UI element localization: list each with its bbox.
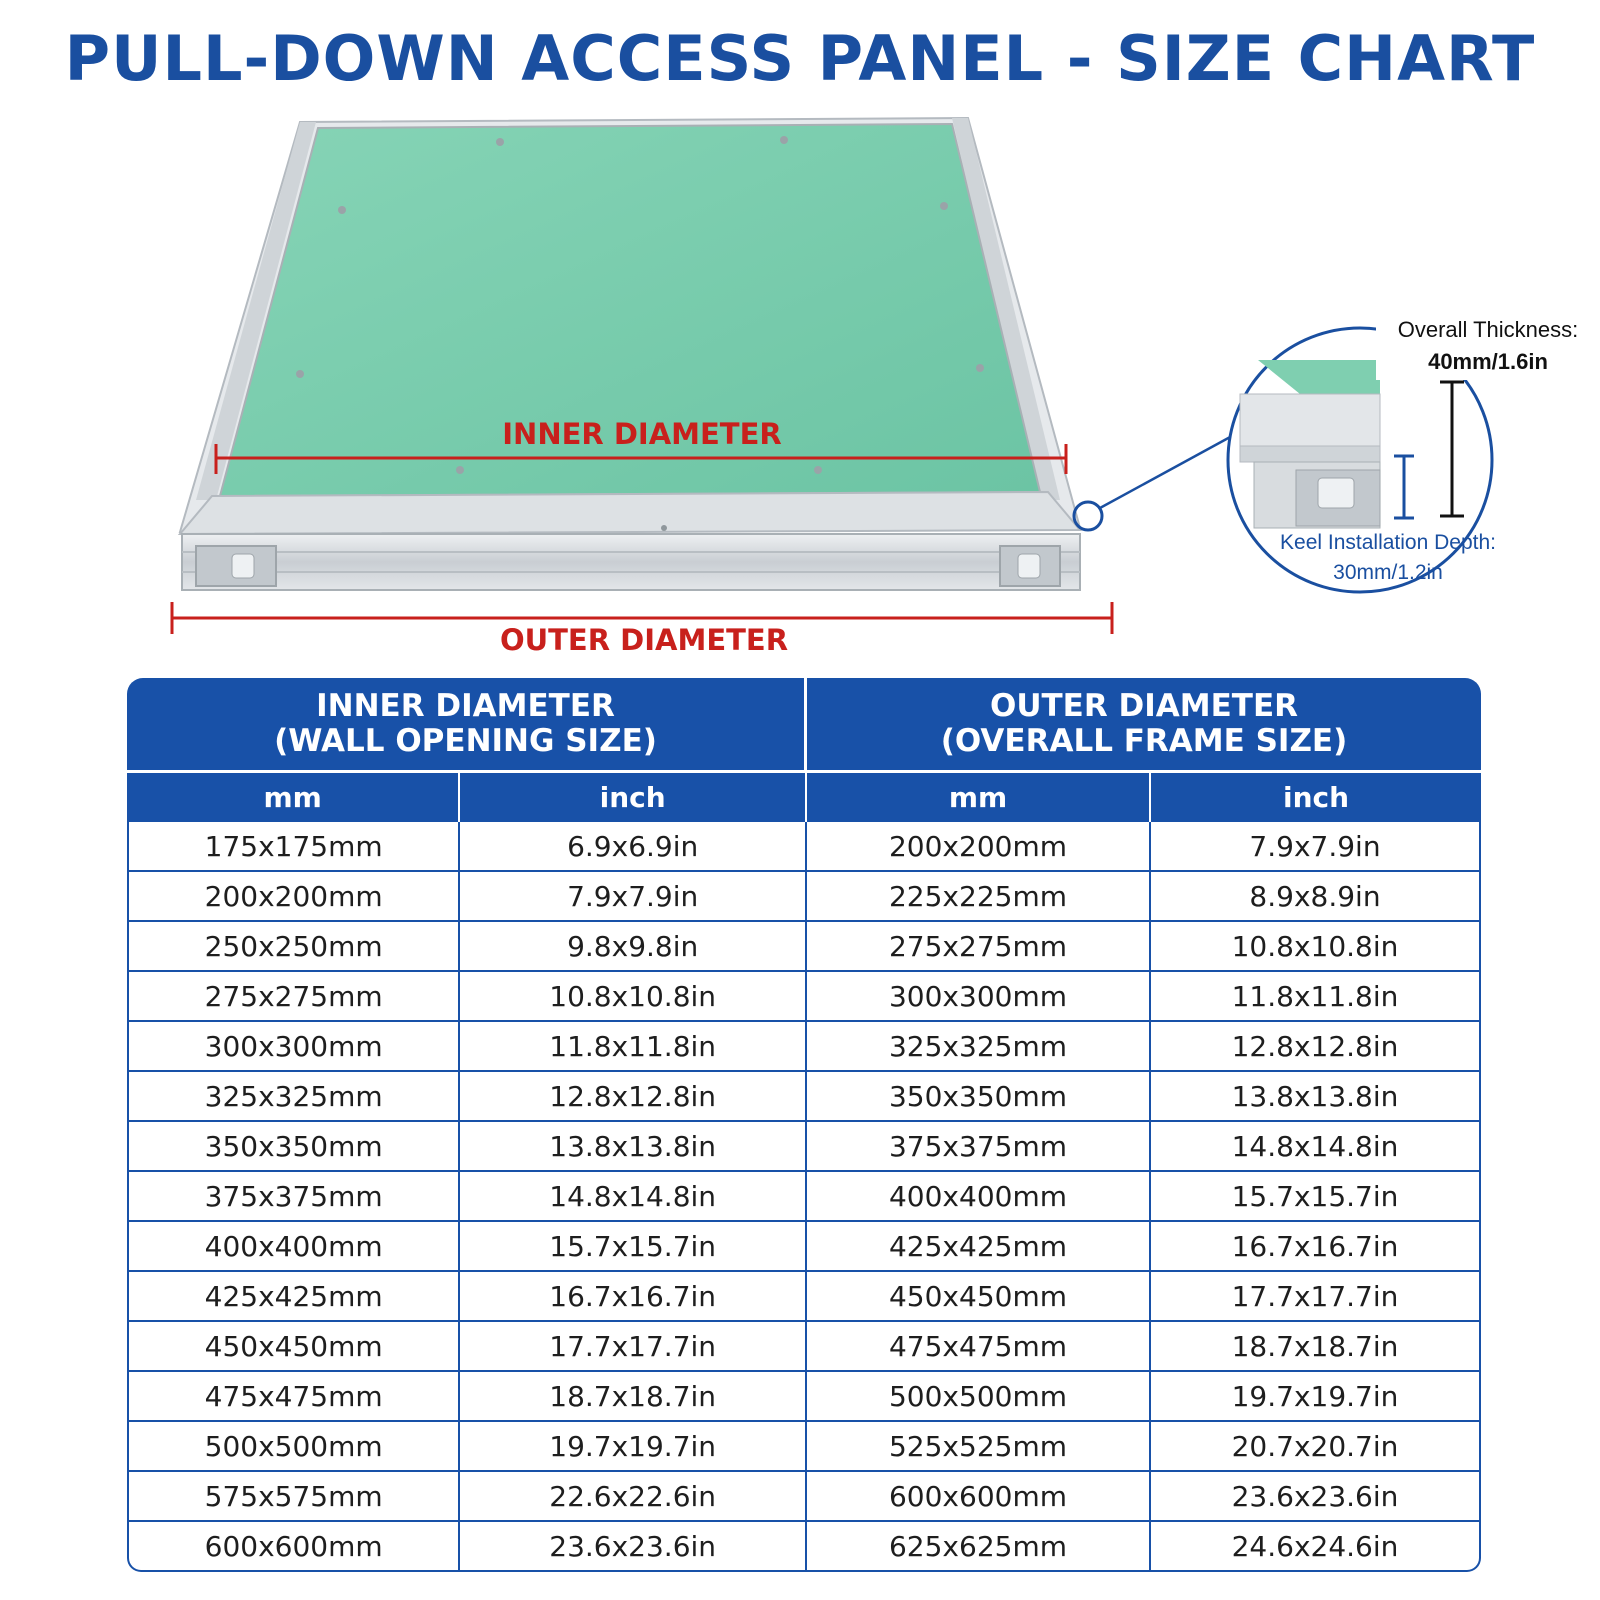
outer-inch-cell: 19.7x19.7in bbox=[1151, 1372, 1481, 1422]
inner-mm-cell: 175x175mm bbox=[127, 822, 460, 872]
inner-mm-cell: 200x200mm bbox=[127, 872, 460, 922]
inner-mm-cell: 475x475mm bbox=[127, 1372, 460, 1422]
table-row bbox=[127, 1422, 1481, 1472]
inner-inch-cell: 17.7x17.7in bbox=[460, 1322, 807, 1372]
inner-mm-header: mm bbox=[127, 770, 460, 822]
inner-inch-cell: 7.9x7.9in bbox=[460, 872, 807, 922]
inner-inch-cell: 15.7x15.7in bbox=[460, 1222, 807, 1272]
table-row bbox=[127, 1522, 1481, 1572]
keel-depth-callout bbox=[1258, 528, 1518, 588]
outer-inch-cell: 24.6x24.6in bbox=[1151, 1522, 1481, 1572]
group-header-row bbox=[127, 678, 1481, 770]
outer-mm-cell: 500x500mm bbox=[807, 1372, 1151, 1422]
inner-mm-cell: 400x400mm bbox=[127, 1222, 460, 1272]
access-panel-drawing bbox=[180, 118, 1080, 590]
keel-depth-value: 30mm/1.2in bbox=[1333, 561, 1443, 584]
outer-mm-cell: 475x475mm bbox=[807, 1322, 1151, 1372]
outer-inch-cell: 8.9x8.9in bbox=[1151, 872, 1481, 922]
table-row bbox=[127, 1222, 1481, 1272]
outer-mm-cell: 300x300mm bbox=[807, 972, 1151, 1022]
inner-inch-cell: 19.7x19.7in bbox=[460, 1422, 807, 1472]
table-row bbox=[127, 872, 1481, 922]
inner-mm-cell: 500x500mm bbox=[127, 1422, 460, 1472]
outer-inch-cell: 20.7x20.7in bbox=[1151, 1422, 1481, 1472]
outer-inch-cell: 15.7x15.7in bbox=[1151, 1172, 1481, 1222]
outer-mm-cell: 275x275mm bbox=[807, 922, 1151, 972]
thickness-label: Overall Thickness: bbox=[1397, 317, 1579, 342]
inner-mm-cell: 450x450mm bbox=[127, 1322, 460, 1372]
outer-inch-cell: 23.6x23.6in bbox=[1151, 1472, 1481, 1522]
outer-inch-cell: 13.8x13.8in bbox=[1151, 1072, 1481, 1122]
inner-inch-cell: 16.7x16.7in bbox=[460, 1272, 807, 1322]
thickness-callout bbox=[1378, 314, 1598, 378]
table-row bbox=[127, 1322, 1481, 1372]
outer-inch-cell: 7.9x7.9in bbox=[1151, 822, 1481, 872]
table-row bbox=[127, 972, 1481, 1022]
outer-mm-cell: 200x200mm bbox=[807, 822, 1151, 872]
inner-inch-cell: 12.8x12.8in bbox=[460, 1072, 807, 1122]
outer-inch-cell: 10.8x10.8in bbox=[1151, 922, 1481, 972]
outer-mm-cell: 625x625mm bbox=[807, 1522, 1151, 1572]
outer-mm-cell: 325x325mm bbox=[807, 1022, 1151, 1072]
table-row bbox=[127, 1022, 1481, 1072]
table-row bbox=[127, 1272, 1481, 1322]
outer-inch-cell: 11.8x11.8in bbox=[1151, 972, 1481, 1022]
inner-inch-cell: 18.7x18.7in bbox=[460, 1372, 807, 1422]
inner-mm-cell: 300x300mm bbox=[127, 1022, 460, 1072]
inner-mm-cell: 325x325mm bbox=[127, 1072, 460, 1122]
outer-inch-cell: 12.8x12.8in bbox=[1151, 1022, 1481, 1072]
table-row bbox=[127, 1072, 1481, 1122]
inner-mm-cell: 350x350mm bbox=[127, 1122, 460, 1172]
inner-mm-cell: 600x600mm bbox=[127, 1522, 460, 1572]
outer-mm-cell: 375x375mm bbox=[807, 1122, 1151, 1172]
inner-inch-cell: 23.6x23.6in bbox=[460, 1522, 807, 1572]
page-title: PULL-DOWN ACCESS PANEL - SIZE CHART bbox=[64, 22, 1536, 95]
table-row bbox=[127, 822, 1481, 872]
outer-mm-cell: 350x350mm bbox=[807, 1072, 1151, 1122]
inner-mm-cell: 250x250mm bbox=[127, 922, 460, 972]
inner-inch-cell: 10.8x10.8in bbox=[460, 972, 807, 1022]
inner-mm-cell: 275x275mm bbox=[127, 972, 460, 1022]
outer-inch-cell: 16.7x16.7in bbox=[1151, 1222, 1481, 1272]
inner-inch-cell: 14.8x14.8in bbox=[460, 1172, 807, 1222]
inner-diameter-header-text: INNER DIAMETER (WALL OPENING SIZE) bbox=[274, 688, 657, 759]
outer-mm-cell: 600x600mm bbox=[807, 1472, 1151, 1522]
outer-inch-header: inch bbox=[1151, 770, 1481, 822]
outer-mm-cell: 525x525mm bbox=[807, 1422, 1151, 1472]
inner-mm-cell: 575x575mm bbox=[127, 1472, 460, 1522]
outer-diameter-header-text: OUTER DIAMETER (OVERALL FRAME SIZE) bbox=[940, 688, 1348, 759]
table-row bbox=[127, 1472, 1481, 1522]
inner-inch-header: inch bbox=[460, 770, 807, 822]
table-row bbox=[127, 1122, 1481, 1172]
table-row bbox=[127, 1372, 1481, 1422]
inner-inch-cell: 11.8x11.8in bbox=[460, 1022, 807, 1072]
outer-mm-cell: 225x225mm bbox=[807, 872, 1151, 922]
inner-diameter-label: INNER DIAMETER bbox=[502, 417, 782, 451]
keel-depth-label: Keel Installation Depth: bbox=[1280, 531, 1496, 554]
inner-inch-cell: 9.8x9.8in bbox=[460, 922, 807, 972]
inner-inch-cell: 13.8x13.8in bbox=[460, 1122, 807, 1172]
table-row bbox=[127, 922, 1481, 972]
inner-inch-cell: 6.9x6.9in bbox=[460, 822, 807, 872]
outer-mm-cell: 450x450mm bbox=[807, 1272, 1151, 1322]
unit-header-row bbox=[127, 770, 1481, 822]
outer-diameter-label: OUTER DIAMETER bbox=[499, 623, 789, 657]
outer-diameter-header bbox=[807, 678, 1481, 770]
outer-mm-cell: 400x400mm bbox=[807, 1172, 1151, 1222]
outer-inch-cell: 14.8x14.8in bbox=[1151, 1122, 1481, 1172]
outer-mm-header: mm bbox=[807, 770, 1151, 822]
inner-diameter-header bbox=[127, 678, 807, 770]
outer-inch-cell: 18.7x18.7in bbox=[1151, 1322, 1481, 1372]
inner-mm-cell: 425x425mm bbox=[127, 1272, 460, 1322]
size-chart-table bbox=[127, 678, 1481, 1572]
outer-mm-cell: 425x425mm bbox=[807, 1222, 1151, 1272]
access-panel-illustration bbox=[0, 110, 1600, 670]
thickness-value: 40mm/1.6in bbox=[1428, 349, 1548, 374]
outer-inch-cell: 17.7x17.7in bbox=[1151, 1272, 1481, 1322]
inner-inch-cell: 22.6x22.6in bbox=[460, 1472, 807, 1522]
inner-mm-cell: 375x375mm bbox=[127, 1172, 460, 1222]
size-table-body bbox=[127, 822, 1481, 1572]
table-row bbox=[127, 1172, 1481, 1222]
